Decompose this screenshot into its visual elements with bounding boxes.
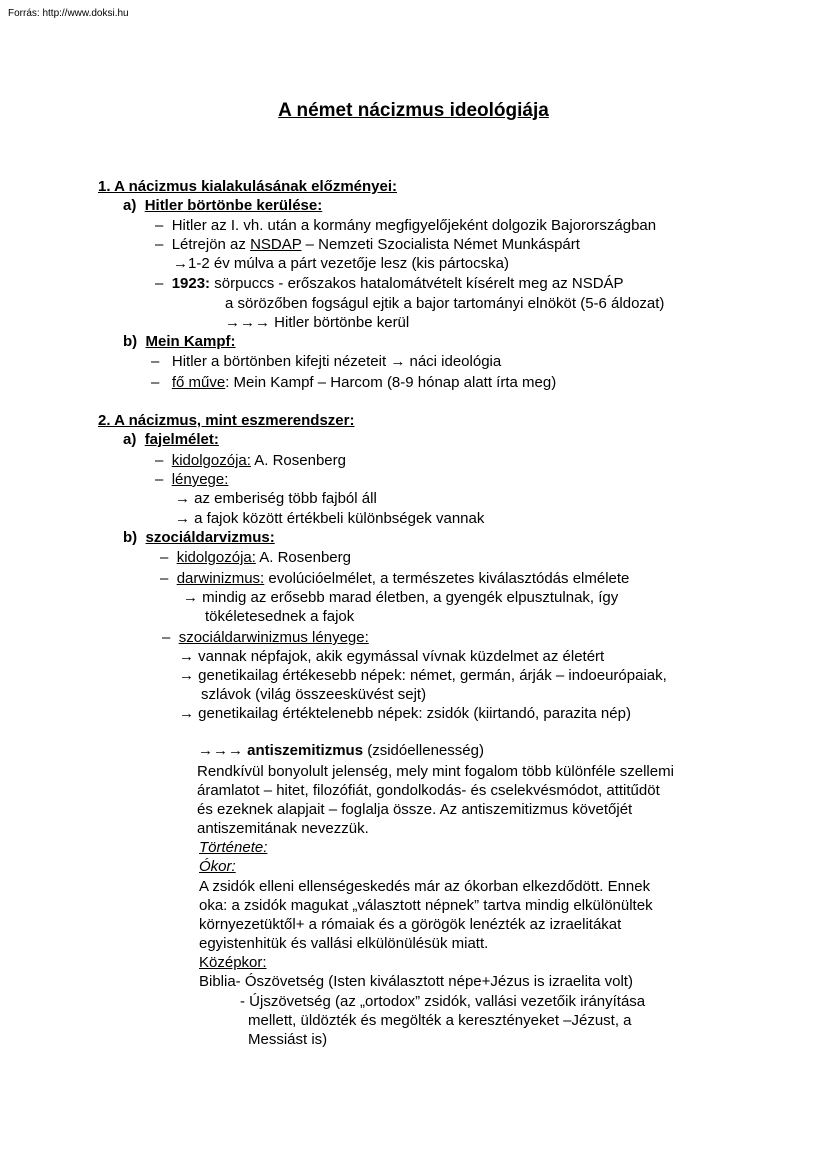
paragraph-line: áramlatot – hitet, filozófiát, gondolkodás- és cselekvésmódot, attitűdöt (197, 782, 660, 799)
list-item-continuation: →→→ Hitler börtönbe kerül (225, 314, 410, 331)
paragraph-line: környezetüktől+ a rómaiak és a görögök lenézték az izraelitákat (199, 916, 622, 933)
nsdap-link: NSDAP (250, 236, 302, 253)
section-1-heading: 1. A nácizmus kialakulásának előzményei: (98, 178, 398, 195)
subsection-2b (123, 528, 275, 547)
list-item: – 1923: sörpuccs - erőszakos hatalomátvételt kísérelt meg az NSDÁP (155, 275, 624, 292)
arrow-icon: → (175, 510, 190, 527)
triple-arrow-icon: →→→ (225, 314, 270, 331)
arrow-icon: → (179, 705, 194, 722)
list-item: – Hitler az I. vh. után a kormány megfigyelőjeként dolgozik Bajorországban (155, 217, 657, 234)
arrow-icon: → (183, 589, 198, 606)
arrow-icon: → (173, 255, 188, 272)
list-marker: a) (123, 197, 137, 214)
list-item: – fő műve: Mein Kampf – Harcom (8-9 hónap alatt írta meg) (151, 374, 557, 391)
list-item: – Hitler a börtönben kifejti nézeteit → náci ideológia (151, 353, 502, 370)
list-item: – lényege: (155, 471, 229, 488)
list-item-sub: → genetikailag értékesebb népek: német, germán, árják – indoeurópaiak, (179, 667, 667, 684)
arrow-icon: → (179, 667, 194, 684)
list-item: – kidolgozója: A. Rosenberg (155, 452, 346, 469)
list-marker: b) (123, 529, 138, 546)
subsection-2a (123, 430, 219, 449)
list-item-continuation: tökéletesednek a fajok (205, 608, 355, 625)
list-item-sub: → mindig az erősebb marad életben, a gyengék elpusztulnak, így (183, 589, 619, 606)
paragraph-line: - Újszövetség (az „ortodox” zsidók, vallási vezetőik irányítása (240, 993, 646, 1010)
middle-ages-heading: Középkor: (199, 954, 267, 971)
list-item: – darwinizmus: evolúcióelmélet, a természetes kiválasztódás elmélete (160, 570, 630, 587)
list-item-continuation: →1-2 év múlva a párt vezetője lesz (kis pártocska) (173, 255, 509, 272)
paragraph-line: A zsidók elleni ellenségeskedés már az ókorban elkezdődött. Ennek (199, 878, 651, 895)
list-item-sub: → vannak népfajok, akik egymással vívnak küzdelmet az életért (179, 648, 605, 665)
list-item-sub: → a fajok között értékbeli különbségek vannak (175, 510, 485, 527)
paragraph-line: Messiást is) (248, 1031, 328, 1048)
paragraph-line: egyistenhitük és vallási elkülönülésük miatt. (199, 935, 489, 952)
page-title: A német nácizmus ideológiája (278, 100, 549, 121)
subsection-title: fajelmélet: (144, 431, 219, 448)
list-item-sub: → az emberiség több fajból áll (175, 490, 377, 507)
subsection-1b (123, 332, 236, 351)
subsection-title: szociáldarvizmus: (145, 529, 275, 546)
arrow-icon: → (390, 353, 406, 370)
list-marker: b) (123, 333, 138, 350)
paragraph-line: mellett, üldözték és megölték a keresztényeket –Jézust, a (248, 1012, 632, 1029)
antiquity-heading: Ókor: (199, 858, 236, 875)
subsection-1a (123, 196, 322, 215)
list-item-continuation: a sörözőben fogságul ejtik a bajor tartományi elnököt (5-6 áldozat) (225, 295, 665, 312)
subsection-title: Hitler börtönbe kerülése: (144, 197, 323, 214)
list-item: – Létrejön az NSDAP – Nemzeti Szocialista Német Munkáspárt (155, 236, 580, 253)
list-item-continuation: szlávok (világ összeesküvést sejt) (201, 686, 427, 703)
list-item-sub: → genetikailag értéktelenebb népek: zsidók (kiirtandó, parazita nép) (179, 705, 631, 722)
subsection-title: Mein Kampf: (145, 333, 236, 350)
list-item: – kidolgozója: A. Rosenberg (160, 549, 351, 566)
arrow-icon: → (175, 490, 190, 507)
list-item: – szociáldarwinizmus lényege: (162, 629, 369, 646)
triple-arrow-icon: →→→ (198, 742, 243, 759)
antisemitism-heading: →→→ antiszemitizmus (zsidóellenesség) (198, 742, 484, 759)
source-note: Forrás: http://www.doksi.hu (8, 8, 129, 19)
list-marker: a) (123, 431, 137, 448)
paragraph-line: Biblia- Ószövetség (Isten kiválasztott népe+Jézus is izraelita volt) (199, 973, 633, 990)
paragraph-line: és ezeknek alapjait – foglalja össze. Az antiszemitizmus követőjét (197, 801, 633, 818)
paragraph-line: Rendkívül bonyolult jelenség, mely mint fogalom több különféle szellemi (197, 763, 674, 780)
paragraph-line: oka: a zsidók magukat „választott népnek” tartva mindig elkülönültek (199, 897, 653, 914)
history-heading: Története: (199, 839, 268, 856)
section-2-heading: 2. A nácizmus, mint eszmerendszer: (98, 412, 355, 429)
arrow-icon: → (179, 648, 194, 665)
paragraph-line: antiszemitának nevezzük. (197, 820, 369, 837)
